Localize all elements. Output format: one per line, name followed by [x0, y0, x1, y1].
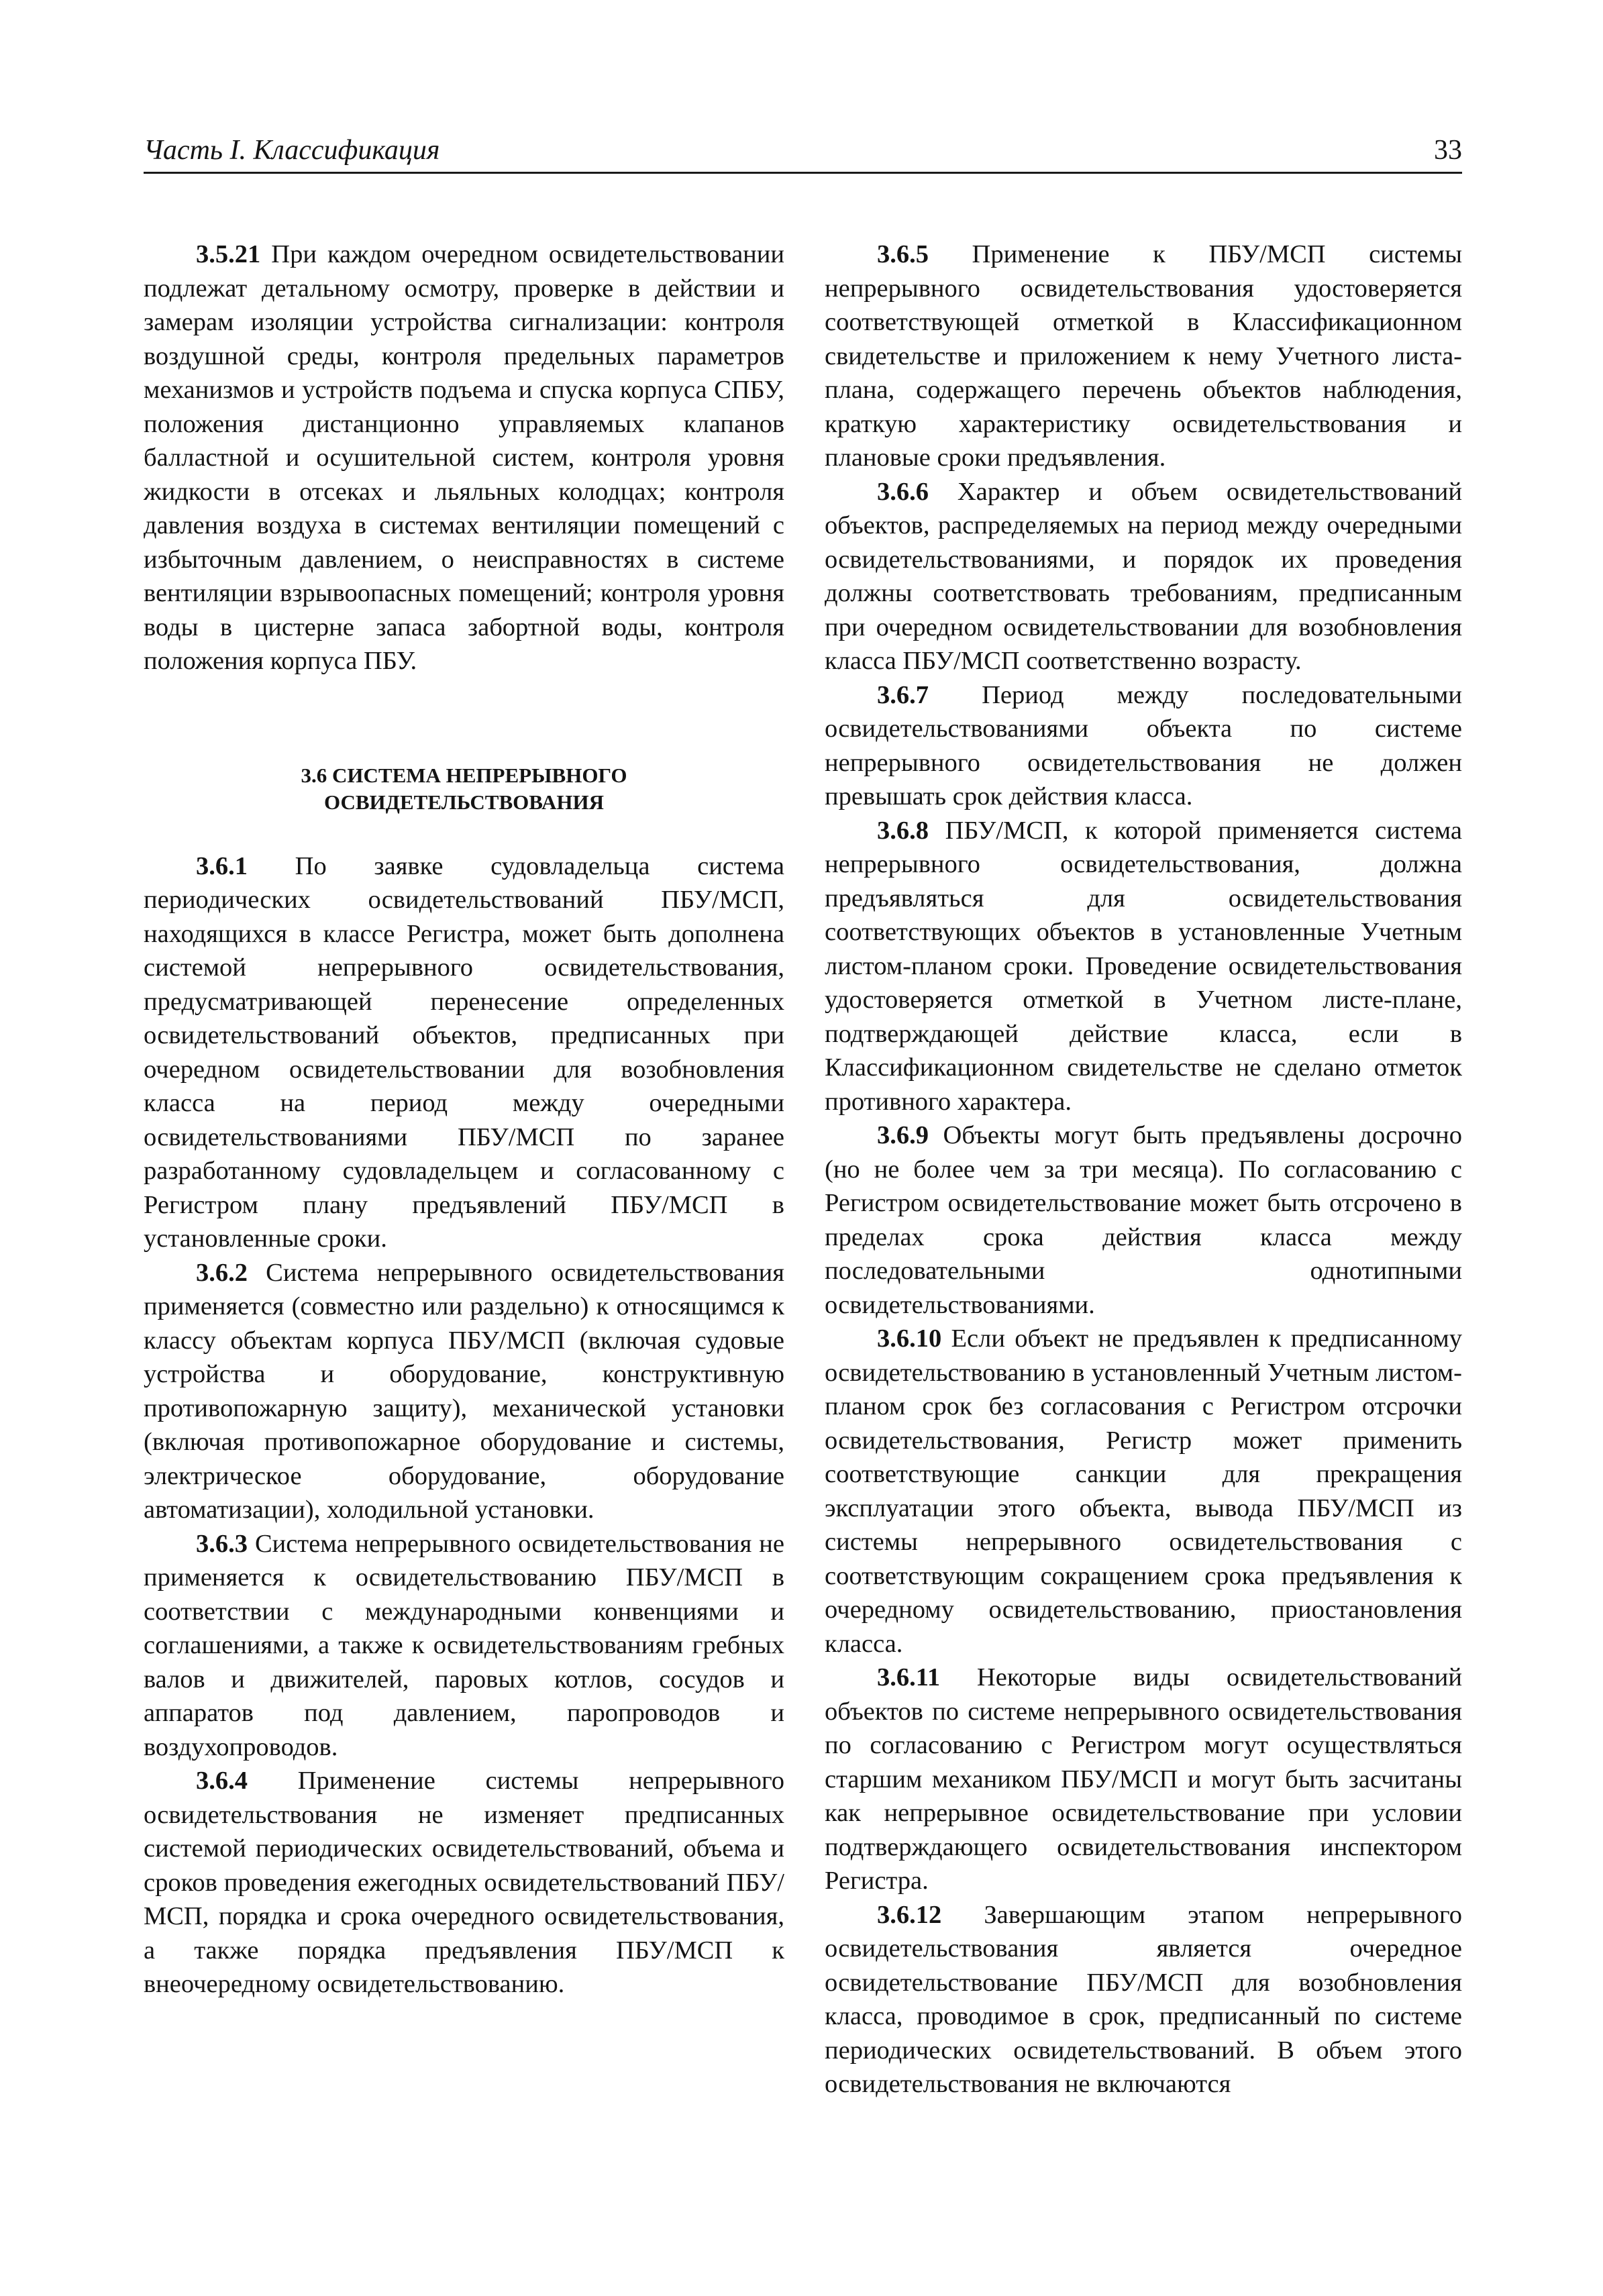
- clause-number: 3.5.21: [196, 240, 261, 268]
- paragraph-3-6-12: [825, 1898, 1462, 2101]
- clause-number: 3.6.7: [877, 680, 929, 709]
- clause-text: Период между последовательными освидетельствованиями объекта по системе непрерывного освидетельствования не должен превышать срок действия класса.: [825, 680, 1462, 811]
- clause-text: Завершающим этапом непрерывного освидетельствования является очередное освидетельствование ПБУ/МСП для возобновления класса, проводимое в срок, предписанный по системе периодических освидетельствований. В объем этого освидетельствования не включаются: [825, 1900, 1462, 2098]
- paragraph-3-6-7: [825, 678, 1462, 814]
- paragraph-3-6-6: [825, 475, 1462, 678]
- clause-number: 3.6.9: [877, 1121, 929, 1149]
- clause-text: Некоторые виды освидетельствований объектов по системе непрерывного освидетельствования по согласованию с Регистром могут осуществляться старшим механиком ПБУ/МСП и могут быть засчитаны как непрерывное освидетельствование при условии подтверждающего освидетельствования инспектором Регистра.: [825, 1663, 1462, 1895]
- clause-number: 3.6.11: [877, 1663, 941, 1691]
- page-number: 33: [1434, 135, 1462, 166]
- clause-number: 3.6.12: [877, 1900, 942, 1929]
- section-heading-line-2: ОСВИДЕТЕЛЬСТВОВАНИЯ: [323, 790, 605, 814]
- paragraph-3-6-1: [144, 849, 784, 1256]
- clause-number: 3.6.8: [877, 816, 929, 845]
- running-header-title: Часть I. Классификация: [144, 135, 440, 166]
- right-column: [825, 238, 1462, 2101]
- clause-text: По заявке судовладельца система периодических освидетельствований ПБУ/МСП, находящихся в классе Регистра, может быть дополнена системой непрерывного освидетельствования, предусматривающей перенесение определенных освидетельствований объектов, предписанных при очередном освидетельствовании для возобновления класса на период между очередными освидетельствованиями ПБУ/МСП по заранее разработанному судовладельцем и согласованному с Регистром плану предъявлений ПБУ/МСП в установленные сроки.: [144, 851, 784, 1253]
- paragraph-3-6-2: [144, 1256, 784, 1527]
- running-header: [144, 132, 1462, 174]
- clause-text: Применение системы непрерывного освидетельствования не изменяет предписанных системой периодических освидетельствований, объема и сроков проведения ежегодных освидетельствований ПБУ/МСП, порядка и срока очередного освидетельствования, а также порядка предъявления ПБУ/МСП к внеочередному освидетельствованию.: [144, 1767, 784, 1998]
- clause-text: Система непрерывного освидетельствования не применяется к освидетельствованию ПБУ/МСП в соответствии с международными конвенциями и соглашениями, а также к освидетельствованиям гребных валов и движителей, паровых котлов, сосудов и аппаратов под давлением, паропроводов и воздухопроводов.: [144, 1529, 784, 1761]
- clause-number: 3.6.1: [196, 851, 248, 880]
- clause-text: Объекты могут быть предъявлены досрочно (но не более чем за три месяца). По согласованию с Регистром освидетельствование может быть отсрочено в пределах срока действия класса между последовательными однотипными освидетельствованиями.: [825, 1121, 1462, 1319]
- paragraph-3-6-9: [825, 1118, 1462, 1322]
- clause-text: Система непрерывного освидетельствования применяется (совместно или раздельно) к относящимся к классу объектам корпуса ПБУ/МСП (включая судовые устройства и оборудование, конструктивную противопожарную защиту), механической установки (включая противопожарное оборудование и системы, электрическое оборудование, оборудование автоматизации), холодильной установки.: [144, 1258, 784, 1524]
- section-heading-line-1: 3.6 СИСТЕМА НЕПРЕРЫВНОГО: [301, 763, 627, 787]
- clause-number: 3.6.5: [877, 240, 929, 268]
- paragraph-3-6-11: [825, 1661, 1462, 1898]
- paragraph-3-6-5: [825, 238, 1462, 475]
- clause-text: ПБУ/МСП, к которой применяется система непрерывного освидетельствования, должна предъявляться для освидетельствования соответствующих объектов в установленные Учетным листом-планом сроки. Проведение освидетельствования удостоверяется отметкой в Учетном листе-плане, подтверждающей действие класса, если в Классификационном свидетельстве не сделано отметок противного характера.: [825, 816, 1462, 1116]
- clause-number: 3.6.4: [196, 1767, 248, 1795]
- clause-number: 3.6.6: [877, 477, 929, 506]
- clause-text: Применение к ПБУ/МСП системы непрерывного освидетельствования удостоверяется соответствующей отметкой в Классификационном свидетельстве и приложением к нему Учетного листа-плана, содержащего перечень объектов наблюдения, краткую характеристику освидетельствования и плановые сроки предъявления.: [825, 240, 1462, 472]
- paragraph-3-6-8: [825, 814, 1462, 1119]
- clause-text: При каждом очередном освидетельствовании подлежат детальному осмотру, проверке в действии и замерам изоляции устройства сигнализации: контроля воздушной среды, контроля предельных параметров механизмов и устройств подъема и спуска корпуса СПБУ, положения дистанционно управляемых клапанов балластной и осушительной систем, контроля уровня жидкости в отсеках и льяльных колодцах; контроля давления воздуха в системах вентиляции помещений с избыточным давлением, о неисправностях в системе вентиляции взрывоопасных помещений; контроля уровня воды в цистерне запаса забортной воды, контроля положения корпуса ПБУ.: [144, 240, 784, 675]
- clause-text: Характер и объем освидетельствований объектов, распределяемых на период между очередными освидетельствованиями, и порядок их проведения должны соответствовать требованиям, предписанным при очередном освидетельствовании для возобновления класса ПБУ/МСП соответственно возрасту.: [825, 477, 1462, 675]
- clause-text: Если объект не предъявлен к предписанному освидетельствованию в установленный Учетным листом-планом срок без согласования с Регистром отсрочки освидетельствования, Регистр может применить соответствующие санкции для прекращения эксплуатации этого объекта, вывода ПБУ/МСП из системы непрерывного освидетельствования с соответствующим сокращением срока предъявления к очередному освидетельствованию, приостановления класса.: [825, 1324, 1462, 1658]
- section-heading-3-6: [144, 762, 784, 816]
- paragraph-3-5-21: [144, 238, 784, 678]
- clause-number: 3.6.10: [877, 1324, 942, 1353]
- clause-number: 3.6.2: [196, 1258, 248, 1287]
- paragraph-3-6-3: [144, 1527, 784, 1765]
- clause-number: 3.6.3: [196, 1529, 248, 1558]
- paragraph-3-6-10: [825, 1322, 1462, 1661]
- left-column: [144, 238, 784, 2001]
- paragraph-3-6-4: [144, 1764, 784, 2001]
